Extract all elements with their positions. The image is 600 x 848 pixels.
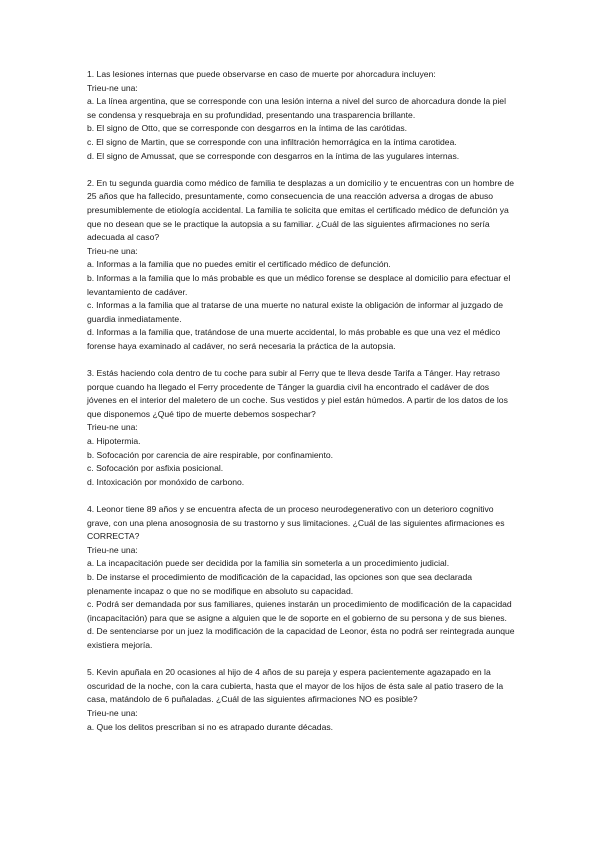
option-a: a. Que los delitos prescriban si no es atrapado durante décadas.: [87, 721, 334, 732]
question-4: [87, 503, 517, 653]
question-text: 5. Kevin apuñala en 20 ocasiones al hijo de 4 años de su pareja y espera pacientemente agazapado en la oscuridad de la noche, con la cara cubierta, hasta que el mayor de los hijos de ésta sale al patio trasero de la casa, matándolo de 6 puñaladas. ¿Cuál de las siguientes afirmaciones NO es posible?: [87, 667, 504, 705]
option-d: d. De sentenciarse por un juez la modificación de la capacidad de Leonor, ésta no podrá ser reintegrada aunque existiera mejoría.: [87, 626, 515, 650]
option-a: a. La línea argentina, que se corresponde con una lesión interna a nivel del surco de ahorcadura donde la piel se condensa y resquebraja en su profundidad, presentando una trasparencia brillante.: [87, 96, 506, 120]
question-1: [87, 68, 517, 163]
answer-prompt: Trieu-ne una:: [87, 82, 138, 93]
option-b: b. Sofocación por carencia de aire respirable, por confinamiento.: [87, 449, 334, 460]
option-b: b. Informas a la familia que lo más probable es que un médico forense se desplace al domicilio para efectuar el levantamiento de cadáver.: [87, 272, 511, 297]
answer-prompt: Trieu-ne una:: [87, 544, 138, 555]
option-c: c. Sofocación por asfixia posicional.: [87, 463, 224, 474]
option-c: c. El signo de Martin, que se corresponde con una infiltración hemorrágica en la íntima carotidea.: [87, 136, 457, 147]
option-a: a. La incapacitación puede ser decidida por la familia sin someterla a un procedimiento judicial.: [87, 558, 450, 569]
option-d: d. El signo de Amussat, que se corresponde con desgarros en la íntima de las yugulares internas.: [87, 150, 460, 161]
answer-prompt: Trieu-ne una:: [87, 422, 138, 433]
question-3: [87, 367, 517, 489]
question-text: 4. Leonor tiene 89 años y se encuentra afecta de un proceso neurodegenerativo con un deterioro cognitivo grave, con una plena anosognosia de su trastorno y sus limitaciones. ¿Cuál de las siguientes afirmaciones es CORRECTA?: [87, 504, 505, 542]
question-5: [87, 666, 517, 734]
option-c: c. Podrá ser demandada por sus familiares, quienes instarán un procedimiento de modificación de la capacidad (incapacitación) para que se asigne a alguien que le de soporte en el gobierno de su persona y de sus bienes.: [87, 599, 512, 623]
answer-prompt: Trieu-ne una:: [87, 245, 138, 256]
question-text: 2. En tu segunda guardia como médico de familia te desplazas a un domicilio y te encuentras con un hombre de 25 años que ha fallecido, presuntamente, como consecuencia de una reacción adversa a drogas de abuso presumiblemente de etiología accidental. La familia te solicita que emitas el certificado médico de defunción ya que no desean que se le practique la autopsia a su familiar. ¿Cuál de las siguientes afirmaciones no sería adecuada al caso?: [87, 177, 515, 243]
option-d: d. Informas a la familia que, tratándose de una muerte accidental, lo más probable es que una vez el médico forense haya examinado al cadáver, no será necesaria la práctica de la autopsia.: [87, 327, 501, 351]
option-d: d. Intoxicación por monóxido de carbono.: [87, 476, 245, 487]
answer-prompt: Trieu-ne una:: [87, 707, 138, 718]
question-text: 3. Estás haciendo cola dentro de tu coche para subir al Ferry que te lleva desde Tarifa a Tánger. Hay retraso porque cuando ha llegado el Ferry procedente de Tánger la guardia civil ha encontrado el cadáver de dos jóvenes en el interior del maletero de un coche. Sus vestidos y piel están húmedos. A partir de los datos de los que disponemos ¿Qué tipo de muerte debemos sospechar?: [87, 368, 508, 419]
document-page: [87, 68, 517, 748]
option-b: b. El signo de Otto, que se corresponde con desgarros en la íntima de las carótidas.: [87, 123, 408, 134]
question-text: 1. Las lesiones internas que puede observarse en caso de muerte por ahorcadura incluyen:: [87, 69, 436, 79]
option-b: b. De instarse el procedimiento de modificación de la capacidad, las opciones son que sea declarada plenamente incapaz o que no se modifique en absoluto su capacidad.: [87, 571, 473, 596]
option-a: a. Informas a la familia que no puedes emitir el certificado médico de defunción.: [87, 259, 391, 270]
option-a: a. Hipotermia.: [87, 436, 141, 447]
option-c: c. Informas a la familia que al tratarse de una muerte no natural existe la obligación de informar al juzgado de guardia inmediatamente.: [87, 300, 504, 324]
question-2: [87, 177, 517, 354]
